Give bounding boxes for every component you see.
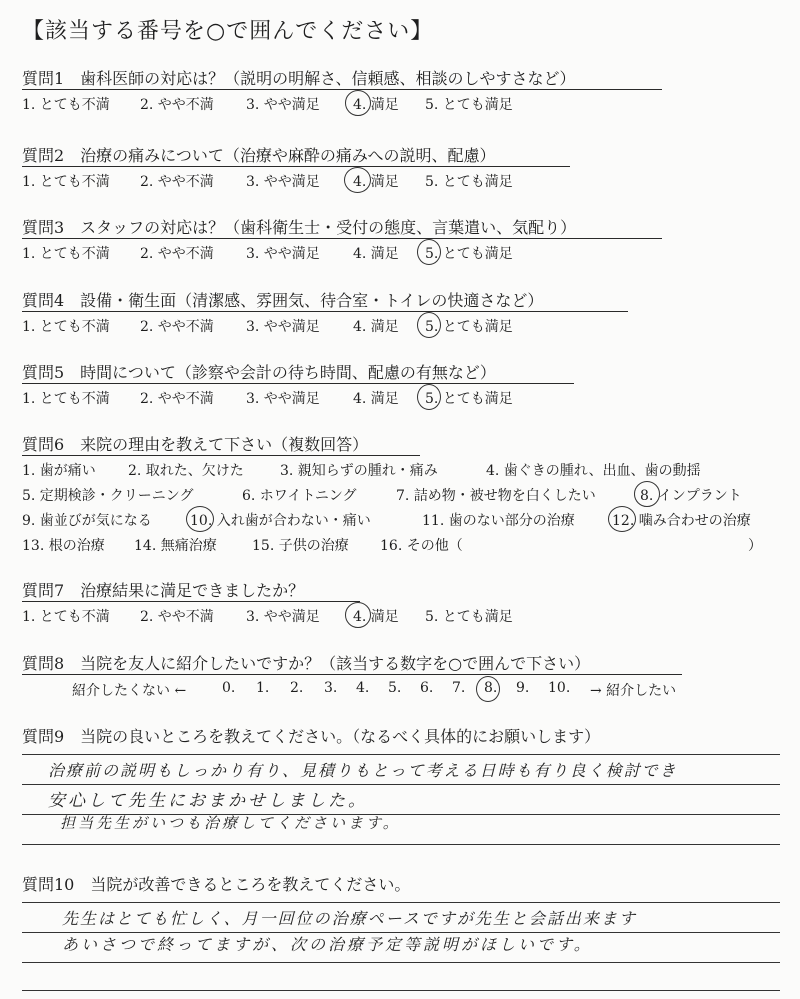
q8-scale-7[interactable]: 7. (452, 680, 466, 696)
q3-opt5[interactable]: 5. とても満足 (425, 246, 513, 262)
q3-underline (22, 238, 662, 239)
q6-selected-circle-12 (608, 506, 636, 532)
q9-answer-2[interactable]: 安心して先生におまかせしました。 (48, 791, 368, 811)
q10-title: 質問10 当院が改善できるところを教えてください。 (22, 875, 411, 894)
q8-selected-circle (476, 676, 500, 702)
q6-opt2[interactable]: 2. 取れた、欠けた (128, 463, 244, 479)
q6-opt3[interactable]: 3. 親知らずの腫れ・痛み (280, 463, 438, 479)
q8-title: 質問8 当院を友人に紹介したいですか？（該当する数字を○で囲んで下さい） (22, 654, 591, 673)
q5-title: 質問5 時間について（診察や会計の待ち時間、配慮の有無など） (22, 363, 496, 382)
q1-title: 質問1 歯科医師の対応は？（説明の明解さ、信頼感、相談のしやすさなど） (22, 69, 576, 88)
q10-answer-line-1 (22, 902, 780, 903)
q6-opt10[interactable]: 10. 入れ歯が合わない・痛い (190, 513, 371, 529)
q6-opt4[interactable]: 4. 歯ぐきの腫れ、出血、歯の動揺 (486, 463, 701, 479)
q6-opt11[interactable]: 11. 歯のない部分の治療 (422, 513, 575, 529)
q5-opt1[interactable]: 1. とても不満 (22, 391, 110, 407)
q3-opt2[interactable]: 2. やや不満 (140, 246, 214, 262)
q4-opt3[interactable]: 3. やや満足 (246, 319, 320, 335)
q2-opt3[interactable]: 3. やや満足 (246, 174, 320, 190)
q7-underline (22, 601, 360, 602)
q6-opt16[interactable]: 16. その他（ (380, 538, 463, 554)
q6-opt12[interactable]: 12. 噛み合わせの治療 (612, 513, 751, 529)
q7-opt3[interactable]: 3. やや満足 (246, 609, 320, 625)
q10-answer-2[interactable]: あいさつで終ってますが、次の治療予定等説明がほしいです。 (62, 935, 593, 954)
q2-opt5[interactable]: 5. とても満足 (425, 174, 513, 190)
q10-answer-line-4 (22, 990, 780, 991)
q6-opt14[interactable]: 14. 無痛治療 (134, 538, 217, 554)
q6-selected-circle-8 (634, 481, 660, 507)
q8-right-label: → 紹介したい (590, 683, 677, 699)
q3-opt3[interactable]: 3. やや満足 (246, 246, 320, 262)
q1-underline (22, 89, 662, 90)
q5-underline (22, 383, 574, 384)
q1-opt3[interactable]: 3. やや満足 (246, 97, 320, 113)
q8-left-label: 紹介したくない ← (72, 683, 187, 699)
q2-title: 質問2 治療の痛みについて（治療や麻酔の痛みへの説明、配慮） (22, 146, 496, 165)
q5-opt5[interactable]: 5. とても満足 (425, 391, 513, 407)
q9-answer-line-1 (22, 754, 780, 755)
q4-opt1[interactable]: 1. とても不満 (22, 319, 110, 335)
q6-selected-circle-10 (186, 506, 214, 532)
q5-opt3[interactable]: 3. やや満足 (246, 391, 320, 407)
q8-scale-6[interactable]: 6. (420, 680, 434, 696)
q6-underline (22, 455, 420, 456)
q6-opt5[interactable]: 5. 定期検診・クリーニング (22, 488, 194, 504)
q1-opt4[interactable]: 4. 満足 (353, 97, 399, 113)
q9-title: 質問9 当院の良いところを教えてください。（なるべく具体的にお願いします） (22, 727, 601, 746)
q6-opt6[interactable]: 6. ホワイトニング (242, 488, 357, 504)
q1-opt2[interactable]: 2. やや不満 (140, 97, 214, 113)
q7-title: 質問7 治療結果に満足できましたか？ (22, 581, 305, 600)
q7-selected-circle (345, 602, 371, 628)
q1-opt1[interactable]: 1. とても不満 (22, 97, 110, 113)
q9-answer-1[interactable]: 治療前の説明もしっかり有り、見積りもとって考える日時も有り良く検討でき (48, 761, 678, 780)
q3-opt4[interactable]: 4. 満足 (353, 246, 399, 262)
q6-opt15[interactable]: 15. 子供の治療 (252, 538, 349, 554)
q8-scale-8[interactable]: 8. (484, 680, 498, 696)
q6-opt7[interactable]: 7. 詰め物・被せ物を白くしたい (396, 488, 596, 504)
q5-opt2[interactable]: 2. やや不満 (140, 391, 214, 407)
q3-title: 質問3 スタッフの対応は？（歯科衛生士・受付の態度、言葉遣い、気配り） (22, 218, 577, 237)
q4-opt2[interactable]: 2. やや不満 (140, 319, 214, 335)
q2-opt2[interactable]: 2. やや不満 (140, 174, 214, 190)
q1-opt5[interactable]: 5. とても満足 (425, 97, 513, 113)
q4-underline (22, 311, 628, 312)
q8-scale-4[interactable]: 4. (356, 680, 370, 696)
q4-opt5[interactable]: 5. とても満足 (425, 319, 513, 335)
q10-answer-1[interactable]: 先生はとても忙しく、月一回位の治療ペースですが先生と会話出来ます (62, 909, 637, 928)
q2-opt1[interactable]: 1. とても不満 (22, 174, 110, 190)
q7-opt4[interactable]: 4. 満足 (353, 609, 399, 625)
q9-answer-line-4 (22, 844, 780, 845)
q7-opt1[interactable]: 1. とても不満 (22, 609, 110, 625)
q6-opt13[interactable]: 13. 根の治療 (22, 538, 105, 554)
q2-selected-circle (344, 167, 371, 193)
q5-opt4[interactable]: 4. 満足 (353, 391, 399, 407)
q4-selected-circle (417, 312, 441, 338)
q4-opt4[interactable]: 4. 満足 (353, 319, 399, 335)
q8-scale-0[interactable]: 0. (222, 680, 236, 696)
q6-opt8[interactable]: 8. インプラント (640, 488, 742, 504)
q8-scale-9[interactable]: 9. (516, 680, 530, 696)
q7-opt2[interactable]: 2. やや不満 (140, 609, 214, 625)
q8-scale-10[interactable]: 10. (548, 680, 571, 696)
q6-title: 質問6 来院の理由を教えて下さい（複数回答） (22, 435, 369, 454)
q6-opt16-close: ） (748, 538, 762, 554)
q10-answer-line-3 (22, 962, 780, 963)
q3-selected-circle (417, 239, 441, 265)
q9-answer-3[interactable]: 担当先生がいつも治療してくださいます。 (60, 814, 401, 832)
page-header: 【該当する番号を○で囲んでください】 (22, 19, 434, 44)
q2-underline (22, 166, 570, 167)
q8-scale-2[interactable]: 2. (290, 680, 304, 696)
q2-opt4[interactable]: 4. 満足 (353, 174, 399, 190)
q6-opt1[interactable]: 1. 歯が痛い (22, 463, 96, 479)
q8-scale-1[interactable]: 1. (256, 680, 270, 696)
q1-selected-circle (345, 90, 371, 116)
q7-opt5[interactable]: 5. とても満足 (425, 609, 513, 625)
q8-underline (22, 674, 682, 675)
q3-opt1[interactable]: 1. とても不満 (22, 246, 110, 262)
q9-answer-line-2 (22, 784, 780, 785)
q6-opt9[interactable]: 9. 歯並びが気になる (22, 513, 152, 529)
q5-selected-circle (417, 384, 441, 410)
q4-title: 質問4 設備・衛生面（清潔感、雰囲気、待合室・トイレの快適さなど） (22, 291, 544, 310)
q8-scale-5[interactable]: 5. (388, 680, 402, 696)
q8-scale-3[interactable]: 3. (324, 680, 338, 696)
